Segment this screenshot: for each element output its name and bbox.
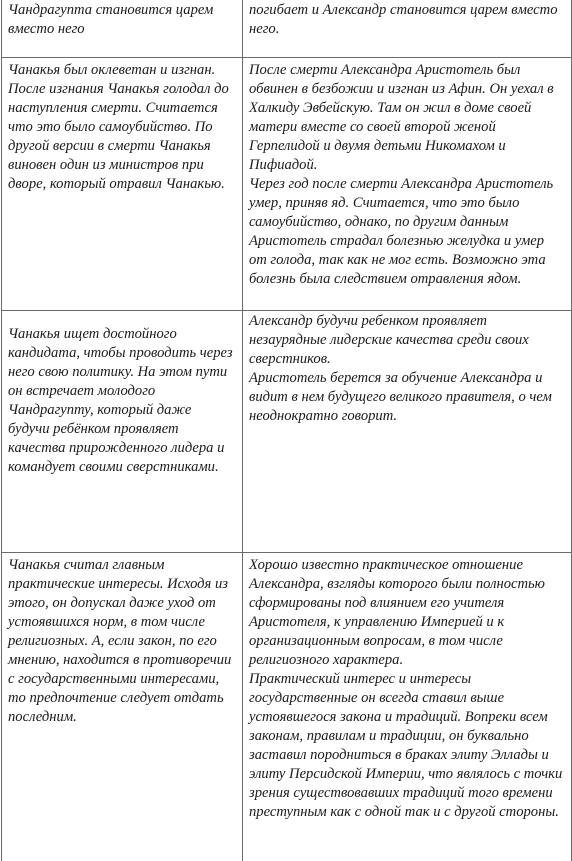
table-cell-chanakya [2,553,243,861]
paragraph: Аристотель берется за обучение Александра и видит в нем будущего великого правителя, о чем неоднократно говорит. [249,369,565,426]
table-row [2,58,572,311]
table-cell-chanakya [2,58,243,311]
paragraph: Практический интерес и интересы государственные он всегда ставил выше устоявшегося закона и традиций. Вопреки всем законам, правилам и традиции, он буквально заставил породниться в браках элиту Эллады и элиту Персидской Империи, что являлось с точки зрения существовавших традиций того времени преступным как с одной так и с другой стороны. [249,670,565,822]
table-row [2,0,572,58]
table-cell-aristotle [243,58,572,311]
table-row [2,553,572,861]
paragraph: Чанакья ищет достойного кандидата, чтобы проводить через него свою политику. На этом пути он встречает молодого Чандрагупту, который даже будучи ребёнком проявляет качества прирожденного лидера и командует своими сверстниками. [8,325,236,477]
table-row [2,311,572,553]
paragraph: Через год после смерти Александра Аристотель умер, приняв яд. Считается, что это было самоубийство, однако, по другим данным Аристотель страдал болезнью желудка и умер от голода, так как не мог есть. Возможно эта болезнь была следствием отравления ядом. [249,175,565,289]
paragraph: Чанакья считал главным практические интересы. Исходя из этого, он допускал даже уход от устоявшихся норм, в том числе религиозных. А, если закон, по его мнению, находится в противоречии с государственными интересами, то предпочтение следует отдать последним. [8,556,236,727]
paragraph: После смерти Александра Аристотель был обвинен в безбожии и изгнан из Афин. Он уехал в Халкиду Эвбейскую. Там он жил в доме своей матери вместе со своей второй женой Герпелидой и двумя детьми Никомахом и Пифиадой. [249,61,565,175]
paragraph: После изгнания Чанакья голодал до наступления смерти. Считается что это было самоубийство. По другой версии в смерти Чанакья виновен один из министров при дворе, который отравил Чанакью. [8,80,236,194]
table-cell-aristotle [243,553,572,861]
table-cell-aristotle [243,311,572,553]
paragraph: Александр будучи ребенком проявляет незаурядные лидерские качества среди своих сверстников. [249,312,565,369]
table-cell-aristotle [243,0,572,58]
paragraph: Чанакья был оклеветан и изгнан. [8,61,236,80]
table-cell-chanakya [2,0,243,58]
paragraph: Чандрагупта становится царем вместо него [8,1,236,39]
comparison-table [1,0,572,861]
paragraph: погибает и Александр становится царем вместо него. [249,1,565,39]
table-cell-chanakya [2,311,243,553]
paragraph: Хорошо известно практическое отношение Александра, взгляды которого были полностью сформированы под влиянием его учителя Аристотеля, к управлению Империей и к организационным вопросам, в том числе религиозного характера. [249,556,565,670]
